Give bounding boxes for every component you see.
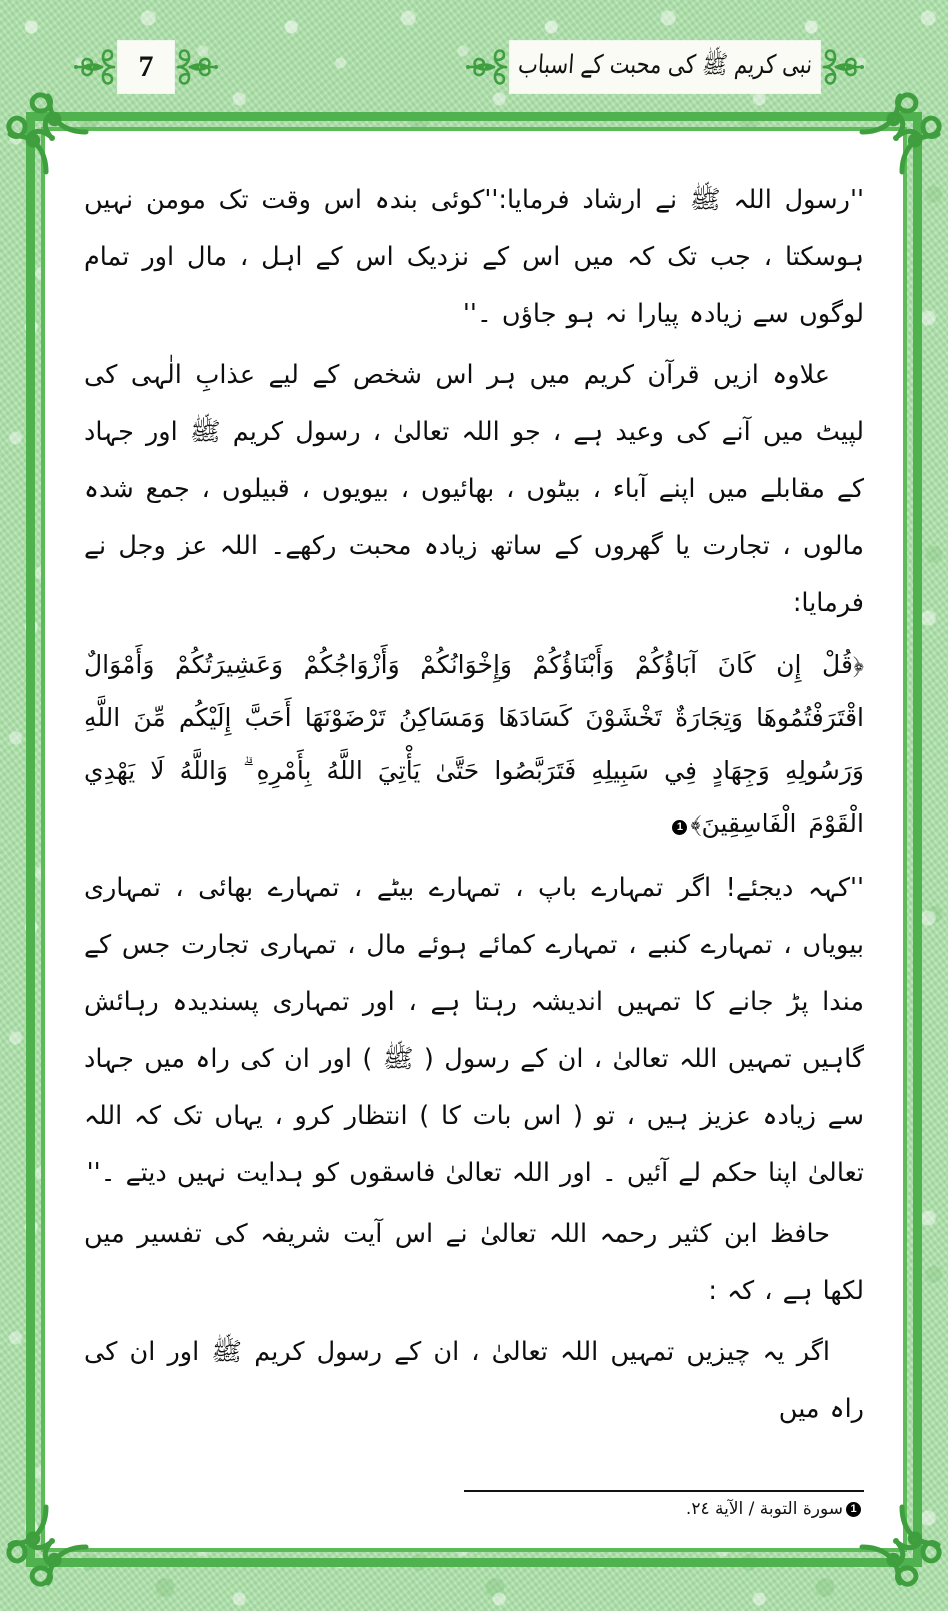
paragraph-verse-translation: ''کہہ دیجئے! اگر تمہارے باپ ، تمہارے بیٹے ، تمہارے بھائی ، تمہاری بیویاں ، تمہارے کنبے ، تمہارے کمائے ہوئے مال ، تمہاری تجارت جس کے مندا پڑ جانے کا تمہیں اندیشہ رہتا ہے ، اور تمہاری پسندیدہ رہائش گاہیں تمہیں اللہ تعالیٰ ، ان کے رسول ( ﷺ ) اور ان کی راہ میں جہاد سے زیادہ عزیز ہیں ، تو ( اس بات کا ) انتظار کرو ، یہاں تک کہ اللہ تعالیٰ اپنا حکم لے آئیں ۔ اور اللہ تعالیٰ فاسقوں کو ہدایت نہیں دیتے ۔'' <box>84 873 864 1188</box>
footnote <box>464 1490 864 1519</box>
corner-ornament-top-left-icon <box>0 86 92 178</box>
flourish-right-icon <box>174 39 218 95</box>
page-header <box>0 36 948 98</box>
corner-ornament-bottom-left-icon <box>0 1501 92 1593</box>
footnote-text: سورة التوبة / الآية ٢٤. <box>685 1499 843 1519</box>
paragraph-ibn-kathir-intro: حافظ ابن کثیر رحمہ اللہ تعالیٰ نے اس آیت شریفہ کی تفسیر میں لکھا ہے ، کہ : <box>84 1219 864 1306</box>
page-content <box>48 134 900 1545</box>
paragraph-hadith-quote: ''رسول اللہ ﷺ نے ارشاد فرمایا:''کوئی بندہ اس وقت تک مومن نہیں ہوسکتا ، جب تک کہ میں اس کے نزدیک اس کے اہل ، مال اور تمام لوگوں سے زیادہ پیارا نہ ہو جاؤں ۔'' <box>84 185 864 329</box>
quran-verse-text: ﴿قُلْ إِن كَانَ آبَاؤُكُمْ وَأَبْنَاؤُكُمْ وَإِخْوَانُكُمْ وَأَزْوَاجُكُمْ وَعَشِيرَتُكُمْ وَأَمْوَالٌ اقْتَرَفْتُمُوهَا وَتِجَارَةٌ تَخْشَوْنَ كَسَادَهَا وَمَسَاكِنُ تَرْضَوْنَهَا أَحَبَّ إِلَيْكُم مِّنَ اللَّهِ وَرَسُولِهِ وَجِهَادٍ فِي سَبِيلِهِ فَتَرَبَّصُوا حَتَّىٰ يَأْتِيَ اللَّهُ بِأَمْرِهِ ۗ وَاللَّهُ لَا يَهْدِي الْقَوْمَ الْفَاسِقِينَ﴾ <box>84 650 864 838</box>
quran-verse <box>84 638 864 850</box>
corner-ornament-top-right-icon <box>856 86 948 178</box>
header-title-plate <box>510 41 820 93</box>
paragraph-quran-context: علاوہ ازیں قرآن کریم میں ہر اس شخص کے لیے عذابِ الٰہی کی لپیٹ میں آنے کی وعید ہے ، جو اللہ تعالیٰ ، رسول کریم ﷺ اور جہاد کے مقابلے میں اپنے آباء ، بیٹوں ، بھائیوں ، بیویوں ، قبیلوں ، جمع شدہ مالوں ، تجارت یا گھروں کے ساتھ زیادہ محبت رکھے۔ اللہ عز وجل نے فرمایا: <box>84 360 864 618</box>
footnote-entry <box>464 1499 864 1519</box>
corner-ornament-bottom-right-icon <box>856 1501 948 1593</box>
header-title: نبی کریم ﷺ کی محبت کے اسباب <box>517 49 814 79</box>
paragraph-ibn-kathir-quote: اگر یہ چیزیں تمہیں اللہ تعالیٰ ، ان کے رسول کریم ﷺ اور ان کی راہ میں <box>84 1337 864 1424</box>
flourish-left-icon <box>466 39 510 95</box>
decorative-frame <box>26 112 922 1567</box>
header-title-cartouche <box>466 36 864 98</box>
footnote-reference-marker[interactable]: 1 <box>672 820 687 835</box>
page-number: 7 <box>118 41 174 93</box>
page-number-cartouche <box>74 36 218 98</box>
footnote-divider <box>464 1490 864 1492</box>
footnote-marker: 1 <box>846 1502 861 1517</box>
